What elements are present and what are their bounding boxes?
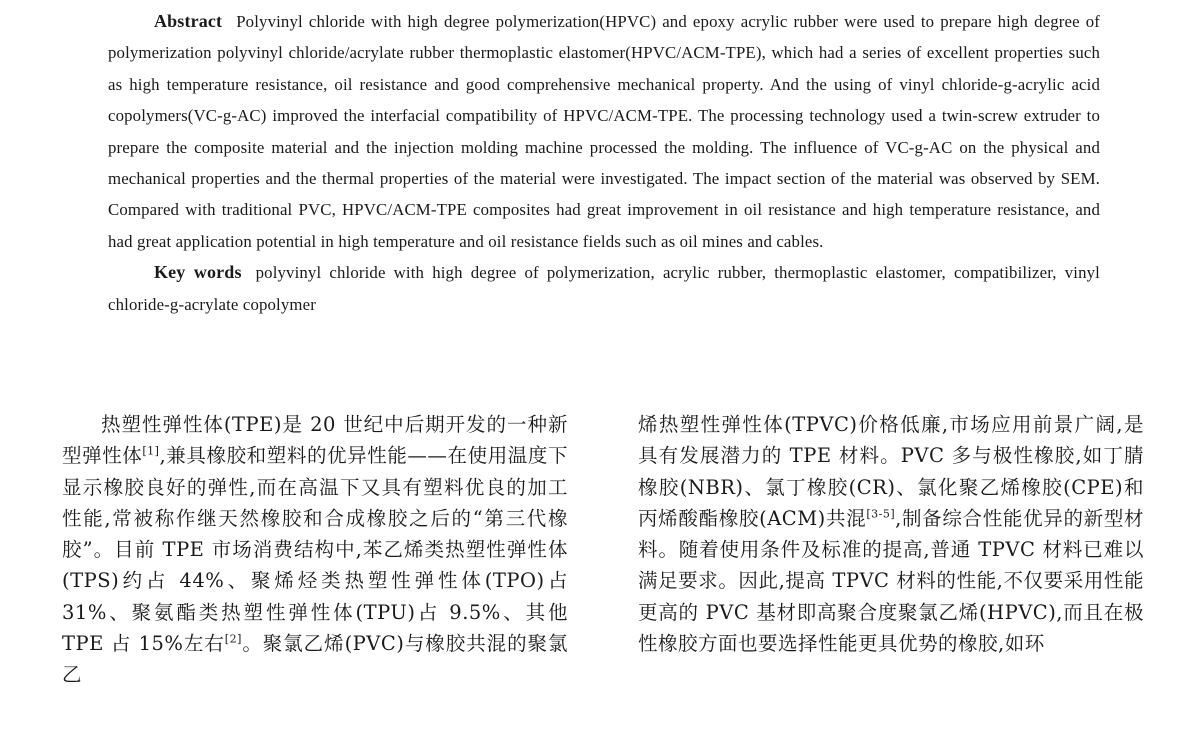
- keywords-paragraph: [108, 257, 1100, 320]
- body-left-text-3: 。聚氯乙烯(PVC)与橡胶共混的聚氯乙: [62, 632, 568, 687]
- abstract-label: Abstract: [154, 11, 223, 31]
- body-right-text-1: 烯热塑性弹性体(TPVC)价格低廉,市场应用前景广阔,是具有发展潜力的 TPE 材料。PVC 多与极性橡胶,如丁腈橡胶(NBR)、氯丁橡胶(CR)、氯化聚乙烯橡胶(CPE)和丙烯酸酯橡胶(ACM)共混: [638, 413, 1144, 530]
- keywords-label: Key words: [154, 262, 242, 283]
- citation-2: [2]: [224, 632, 242, 646]
- citation-1: [1]: [142, 444, 160, 458]
- keywords-text: polyvinyl chloride with high degree of polymerization, acrylic rubber, thermoplastic elastomer, compatibilizer, vinyl chloride-g-acrylate copolymer: [108, 263, 1100, 314]
- body-paragraph-right: [638, 409, 1144, 659]
- body-left-text-1: 热塑性弹性体(TPE)是 20 世纪中后期开发的一种新型弹性体: [62, 413, 568, 468]
- abstract-paragraph: [108, 6, 1100, 257]
- abstract-text: Polyvinyl chloride with high degree polymerization(HPVC) and epoxy acrylic rubber were used to prepare high degree of polymerization polyvinyl chloride/acrylate rubber thermoplastic elastomer(HPVC/ACM-TPE), which had a series of excellent properties such as high temperature resistance, oil resistance and good comprehensive mechanical property. And the using of vinyl chloride-g-acrylic acid copolymers(VC-g-AC) improved the interfacial compatibility of HPVC/ACM-TPE. The processing technology used a twin-screw extruder to prepare the composite material and the injection molding machine processed the molding. The influence of VC-g-AC on the physical and mechanical properties and the thermal properties of the material were investigated. The impact section of the material was observed by SEM. Compared with traditional PVC, HPVC/ACM-TPE composites had great improvement in oil resistance and high temperature resistance, and had great application potential in high temperature and oil resistance fields such as oil mines and cables.: [108, 12, 1100, 251]
- body-right-text-2: ,制备综合性能优异的新型材料。随着使用条件及标准的提高,普通 TPVC 材料已难以满足要求。因此,提高 TPVC 材料的性能,不仅要采用性能更高的 PVC 基材即高聚合度聚氯乙烯(HPVC),而且在极性橡胶方面也要选择性能更具优势的橡胶,如环: [638, 506, 1145, 656]
- body-column-left: [62, 409, 568, 729]
- abstract-section: [108, 6, 1100, 320]
- body-column-right: [638, 409, 1144, 729]
- body-paragraph-left: [62, 409, 568, 691]
- citation-3-5: [3-5]: [866, 507, 896, 521]
- body-left-text-2: ,兼具橡胶和塑料的优异性能——在使用温度下显示橡胶良好的弹性,而在高温下又具有塑料优良的加工性能,常被称作继天然橡胶和合成橡胶之后的“第三代橡胶”。目前 TPE 市场消费结构中,苯乙烯类热塑性弹性体(TPS)约占 44%、聚烯烃类热塑性弹性体(TPO)占 31%、聚氨酯类热塑性弹性体(TPU)占 9.5%、其他 TPE 占 15%左右: [62, 444, 568, 656]
- body-columns: [62, 409, 1144, 729]
